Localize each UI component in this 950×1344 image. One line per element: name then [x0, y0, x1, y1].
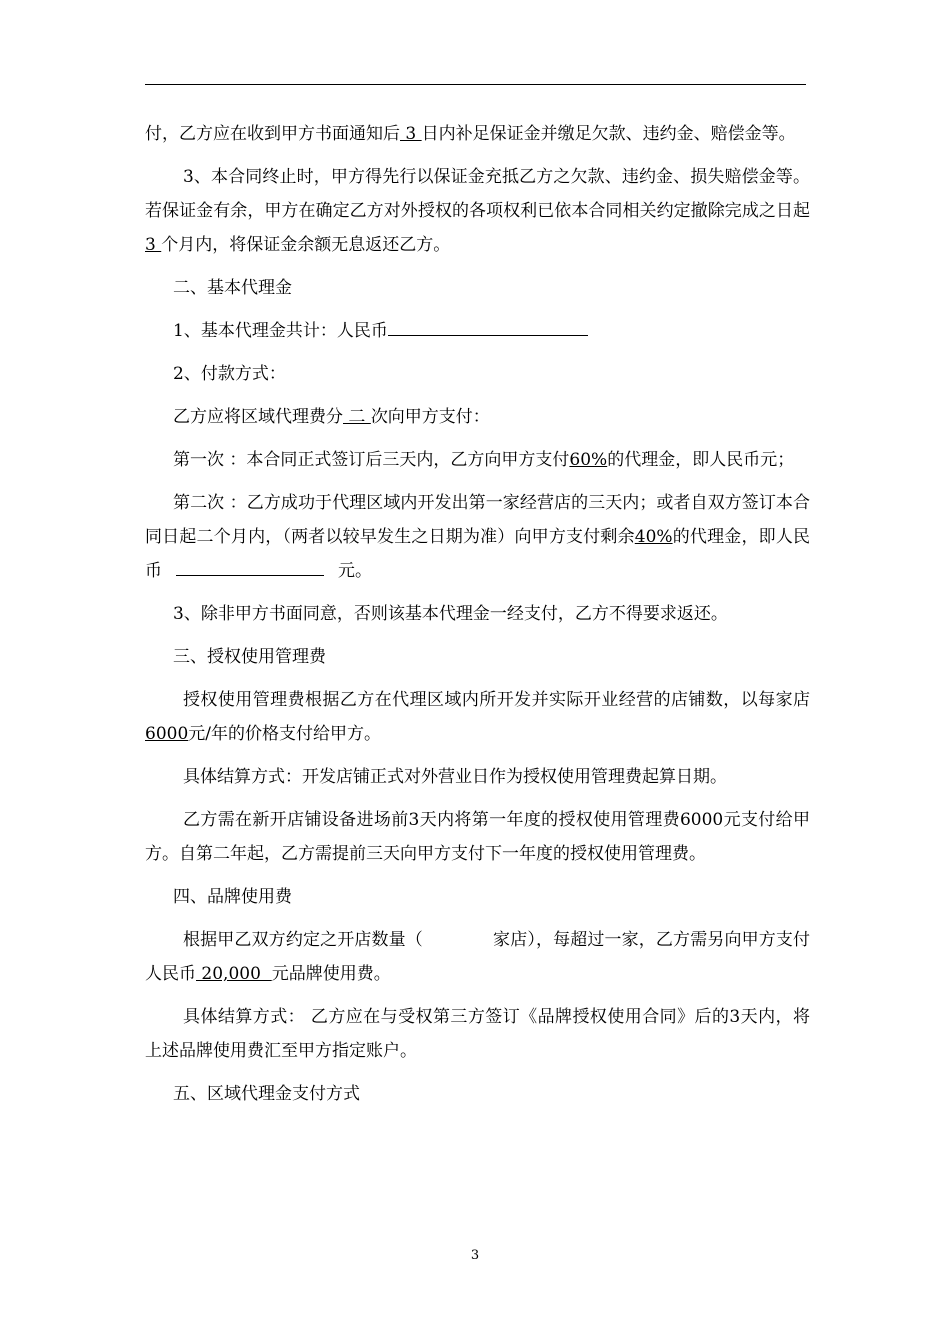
paragraph-brand-fee: 根据甲乙双方约定之开店数量（ 家店），每超过一家，乙方需另向甲方支付人民币 20,000 元品牌使用费。 [145, 930, 811, 984]
paragraph-license-fee: 授权使用管理费根据乙方在代理区域内所开发并实际开业经营的店铺数，以每家店6000元/年的价格支付给甲方。 [145, 690, 810, 744]
paragraph-basic-fee-total: 1、基本代理金共计：人民币 [145, 314, 810, 348]
paragraph-payment-method: 2、付款方式： [173, 364, 286, 384]
amount-per-store: 6000 [145, 724, 189, 744]
paragraph-installments: 乙方应将区域代理费分 二 次向甲方支付： [173, 407, 490, 427]
paragraph-deposit-topup: 付，乙方应在收到甲方书面通知后 3 日内补足保证金并缴足欠款、违约金、赔偿金等。 [145, 124, 796, 144]
paragraph-non-refundable: 3、除非甲方书面同意，否则该基本代理金一经支付，乙方不得要求返还。 [173, 604, 728, 624]
section-heading-brand-fee: 四、品牌使用费 [173, 887, 292, 907]
blank-amount-second [176, 559, 324, 576]
blank-amount-total [388, 319, 588, 336]
percent-first: 60% [569, 450, 608, 470]
header-rule [145, 84, 806, 85]
paragraph-brand-settlement: 具体结算方式： 乙方应在与受权第三方签订《品牌授权使用合同》后的3天内，将上述品牌使用费汇至甲方指定账户。 [145, 1007, 810, 1061]
page-number: 3 [470, 1248, 480, 1263]
section-heading-regional-fee: 五、区域代理金支付方式 [173, 1084, 360, 1104]
blank-days: 3 [400, 124, 422, 144]
blank-months: 3 [145, 235, 162, 255]
section-heading-basic-agency-fee: 二、基本代理金 [173, 278, 292, 298]
blank-installments: 二 [343, 407, 371, 427]
percent-second: 40% [634, 527, 673, 547]
amount-brand-fee: 20,000 [196, 964, 272, 984]
paragraph-license-settlement: 具体结算方式：开发店铺正式对外营业日作为授权使用管理费起算日期。 [183, 767, 727, 787]
paragraph-contract-termination: 3、本合同终止时，甲方得先行以保证金充抵乙方之欠款、违约金、损失赔偿金等。若保证金有余，甲方在确定乙方对外授权的各项权利已依本合同相关约定撤除完成之日起 3 个月内，将保证金余额无息返还乙方。 [145, 167, 810, 255]
paragraph-first-payment: 第一次 ：本合同正式签订后三天内，乙方向甲方支付60%的代理金，即人民币元； [173, 450, 795, 470]
paragraph-license-payment-timing: 乙方需在新开店铺设备进场前3天内将第一年度的授权使用管理费6000元支付给甲方。自第二年起，乙方需提前三天向甲方支付下一年度的授权使用管理费。 [145, 810, 810, 864]
section-heading-license-fee: 三、授权使用管理费 [173, 647, 326, 667]
document-body [145, 117, 810, 1120]
paragraph-second-payment: 第二次 ：乙方成功于代理区域内开发出第一家经营店的三天内；或者自双方签订本合同日起二个月内，（两者以较早发生之日期为准）向甲方支付剩余40%的代理金，即人民币 元。 [145, 493, 811, 581]
